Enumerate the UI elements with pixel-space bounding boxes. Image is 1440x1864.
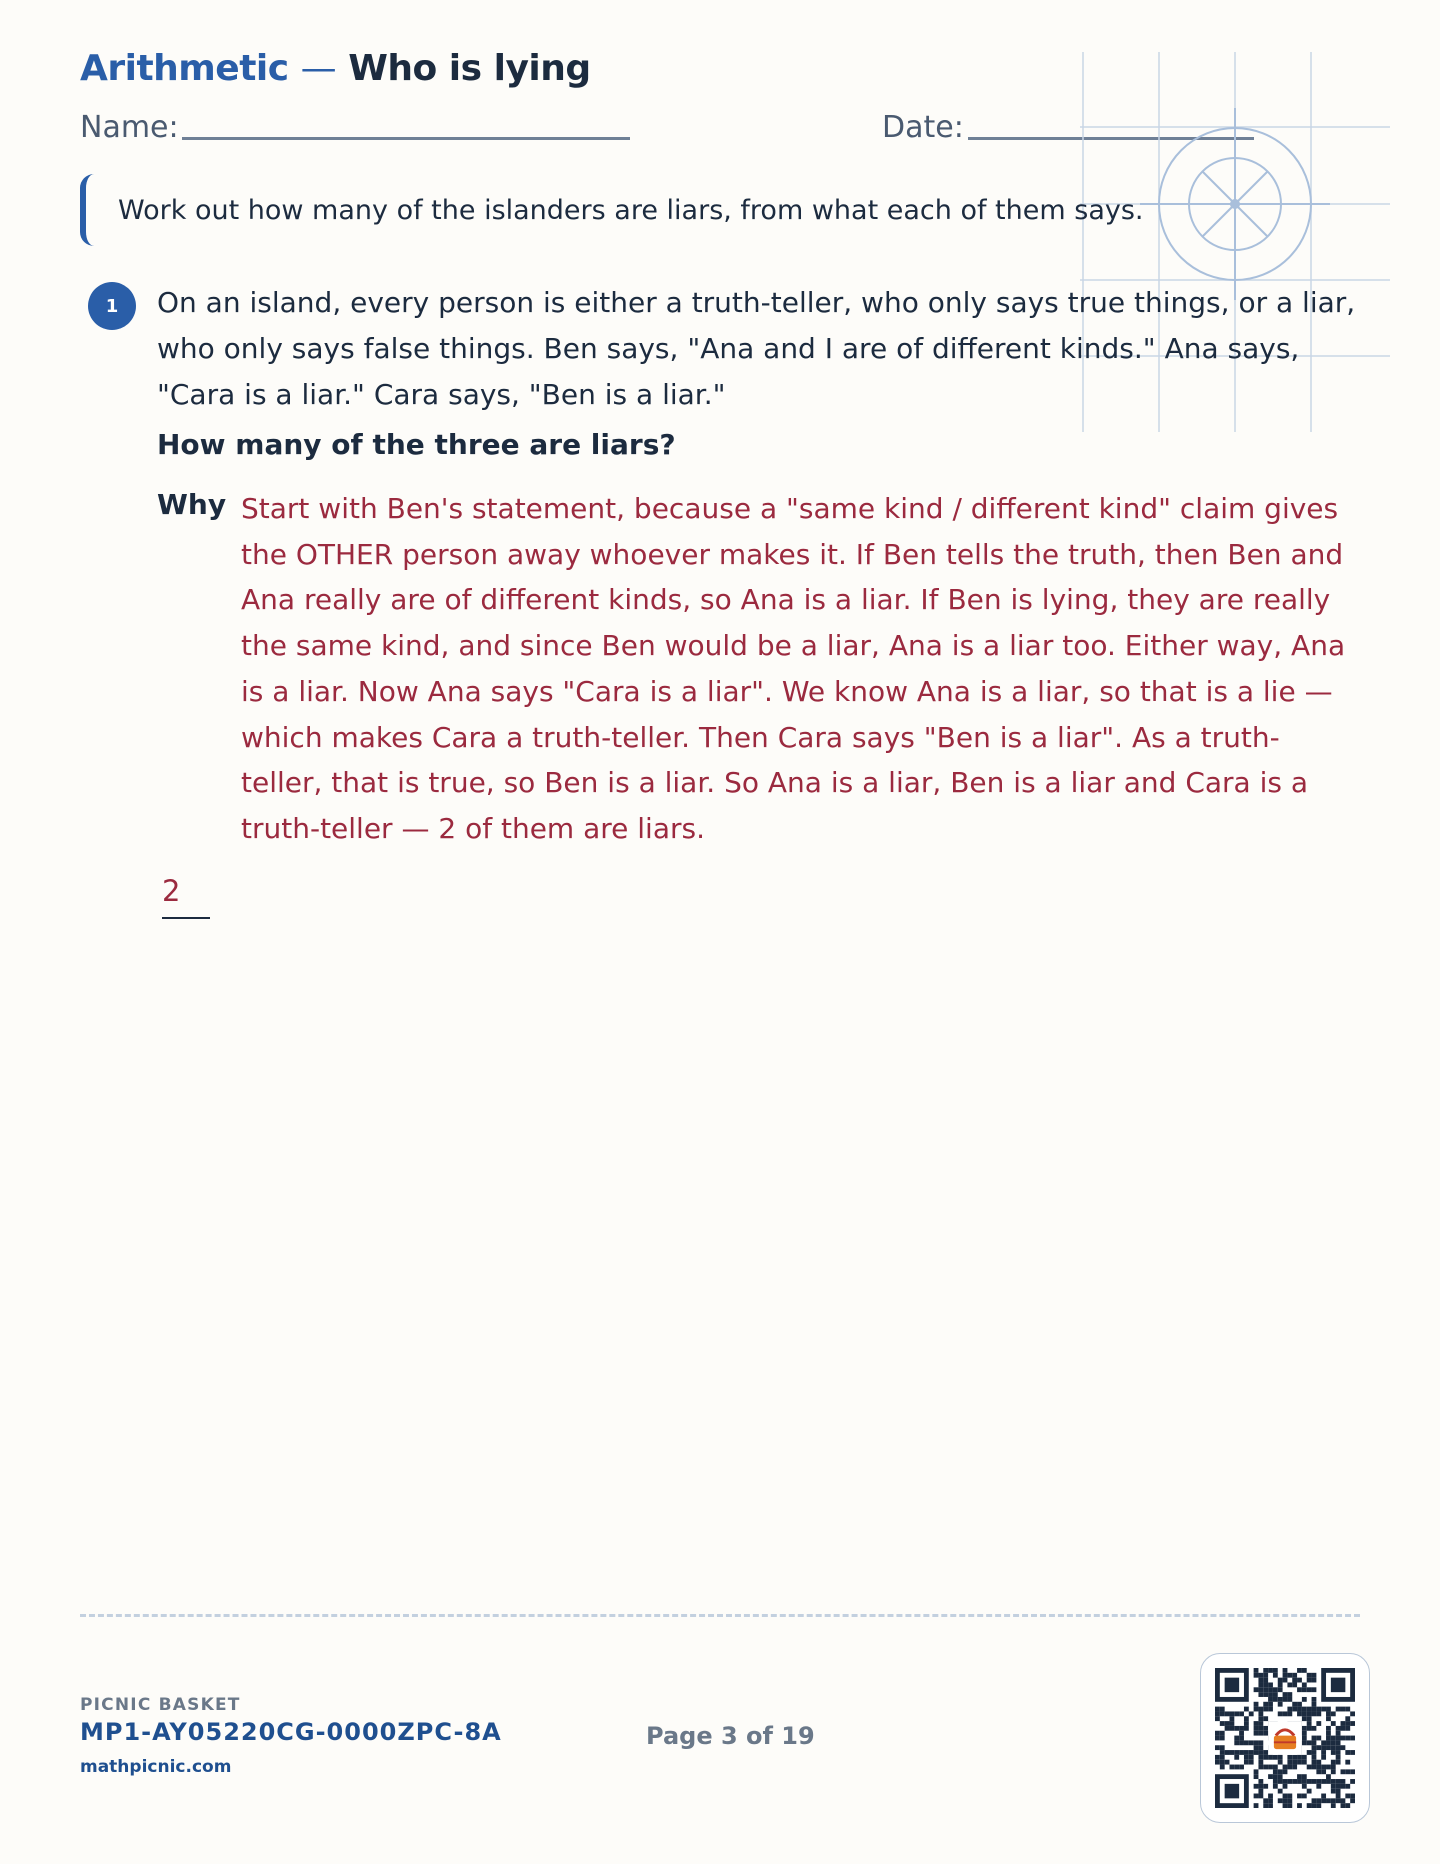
worksheet-code: MP1-AY05220CG-0000ZPC-8A <box>80 1718 502 1746</box>
answer-value: 2 <box>162 874 181 908</box>
footer-divider <box>80 1614 1360 1617</box>
date-label: Date: <box>882 110 964 145</box>
answer-line[interactable] <box>162 917 210 919</box>
question-number-badge: 1 <box>88 282 136 330</box>
instruction-box <box>80 174 1150 246</box>
qr-code-icon <box>1215 1668 1355 1808</box>
topic-label: Who is lying <box>348 48 591 89</box>
brand-label: PICNIC BASKET <box>80 1695 241 1715</box>
worksheet-title <box>80 48 591 89</box>
why-label: Why <box>157 488 227 521</box>
name-line[interactable] <box>182 137 630 140</box>
qr-code[interactable] <box>1200 1653 1370 1823</box>
why-explanation: Start with Ben's statement, because a "same kind / different kind" claim gives the OTHER person away whoever makes it. If Ben tells the truth, then Ben and Ana really are of different kinds, so Ana is a liar. If Ben is lying, they are really the same kind, and since Ben would be a liar, Ana is a liar too. Either way, Ana is a liar. Now Ana says "Cara is a liar". We know Ana is a liar, so that is a lie — which makes Cara a truth-teller. Then Cara says "Ben is a liar". As a truth-teller, that is true, so Ben is a liar. So Ana is a liar, Ben is a liar and Cara is a truth-teller — 2 of them are liars. <box>241 492 1346 845</box>
instruction-text: Work out how many of the islanders are liars, from what each of them says. <box>118 194 1144 226</box>
page-indicator: Page 3 of 19 <box>646 1722 815 1750</box>
question-text: On an island, every person is either a truth-teller, who only says true things, or a liar, who only says false things. Ben says, "Ana and I are of different kinds." Ana says, "Cara is a liar." Cara says, "Ben is a liar." <box>157 286 1356 411</box>
title-separator: — <box>300 48 337 89</box>
site-link[interactable]: mathpicnic.com <box>80 1757 232 1777</box>
question-prompt: How many of the three are liars? <box>157 428 676 461</box>
subject-label: Arithmetic <box>80 48 289 89</box>
name-label: Name: <box>80 110 179 145</box>
